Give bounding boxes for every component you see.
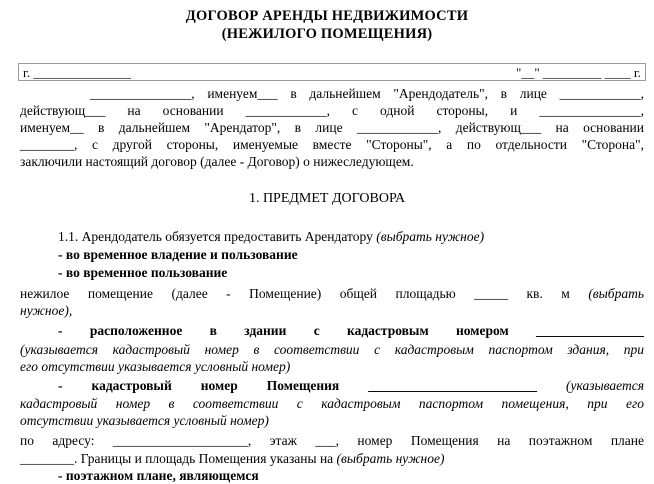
option-possession-use: - во временное владение и пользование [58, 247, 298, 262]
premises-note-c: отсутствии указывается условный номер) [20, 413, 269, 428]
clause-1-1-note: (выбрать нужное) [376, 229, 485, 244]
building-note-a: (указывается кадастровый номер в соответствии с кадастровым паспортом здания, при [20, 342, 644, 357]
preamble-line-5: заключили настоящий договор (далее - Договор) о нижеследующем. [20, 154, 414, 169]
contract-place: г. _______________ [23, 65, 131, 80]
preamble-line-3: именуем__ в дальнейшем "Арендатор", в лице ____________, действующ___ на основании [20, 120, 644, 135]
document-title: ДОГОВОР АРЕНДЫ НЕДВИЖИМОСТИ [185, 8, 469, 24]
premises-note-a: (указывается [566, 378, 644, 393]
borders-line [20, 450, 644, 467]
option-use: - во временное пользование [58, 265, 228, 280]
document-subtitle: (НЕЖИЛОГО ПОМЕЩЕНИЯ) [221, 26, 433, 42]
option-building: - расположенное в здании с кадастровым номером ________________ [58, 323, 644, 338]
section-1-heading: 1. ПРЕДМЕТ ДОГОВОРА [248, 191, 406, 206]
area-text: нежилое помещение (далее - Помещение) общей площадью _____ кв. м [20, 286, 589, 301]
area-line [20, 285, 644, 302]
option-premises-line [58, 377, 644, 394]
preamble-line-1: _______________, именуем___ в дальнейшем "Арендодатель", в лице ____________, [90, 86, 644, 101]
clause-1-1-line [58, 228, 644, 245]
preamble-line-4: ________, с другой стороны, именуемые вместе "Стороны", а по отдельности "Сторона", [20, 137, 644, 152]
premises-note-b: кадастровый номер в соответствии с кадастровым паспортом помещения, при его [20, 396, 644, 411]
preamble-line-2: действующ___ на основании ____________, с одной стороны, и _______________, [20, 103, 644, 118]
borders-text: ________. Границы и площадь Помещения указаны на [20, 451, 337, 466]
area-note-a: (выбрать [588, 286, 644, 301]
contract-date: "__" _________ ____ г. [516, 65, 641, 80]
option-premises: - кадастровый номер Помещения _________________________ [58, 378, 567, 393]
address-line: по адресу: ____________________, этаж ___, номер Помещения на поэтажном плане [20, 433, 644, 448]
clause-1-1-text: 1.1. Арендодатель обязуется предоставить Арендатору [58, 229, 377, 244]
option-floor-plan: - поэтажном плане, являющемся [58, 468, 259, 483]
borders-note: (выбрать нужное) [336, 451, 445, 466]
building-note-b: его отсутствии указывается условный номер) [20, 359, 291, 374]
place-date-row [18, 63, 646, 81]
area-note-b: нужное), [20, 303, 73, 318]
